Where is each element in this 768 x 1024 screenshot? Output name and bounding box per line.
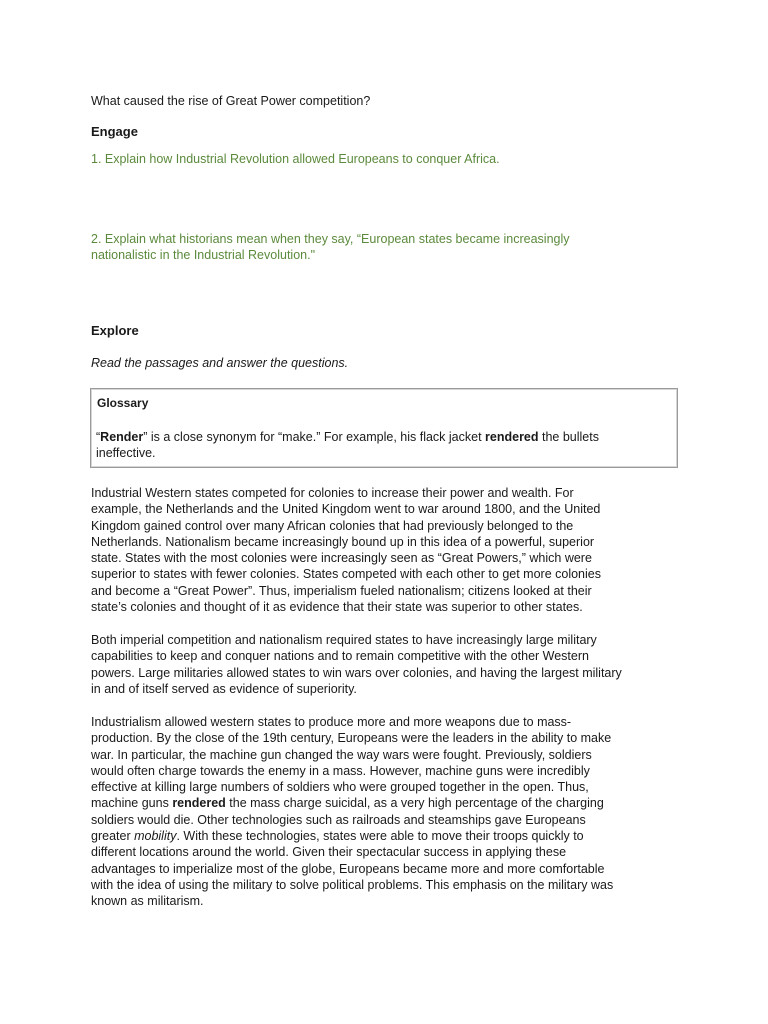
passage-line: production. By the close of the 19th century, Europeans were the leaders in the ability to make [91, 731, 612, 746]
main-question: What caused the rise of Great Power competition? [91, 94, 371, 108]
passage-militarism [91, 714, 691, 910]
passage-line: effective at killing large numbers of soldiers who were grouped together in the open. Thus, [91, 780, 589, 795]
passage-line [91, 828, 691, 844]
passage-line: known as militarism. [91, 894, 204, 909]
glossary-term: Render [100, 430, 144, 444]
engage-question-2-line: 2. Explain what historians mean when they say, “European states became increasingly [91, 232, 570, 246]
engage-question-1: 1. Explain how Industrial Revolution allowed Europeans to conquer Africa. [91, 152, 500, 166]
passage-line: Netherlands. Nationalism became increasingly bound up in this idea of a powerful, superior [91, 534, 595, 549]
passage-line: would often charge towards the enemy in a mass. However, machine guns were incredibly [91, 763, 590, 778]
passage-line: example, the Netherlands and the United Kingdom went to war around 1800, and the United [91, 502, 601, 517]
engage-question-2 [91, 231, 570, 263]
explore-instructions: Read the passages and answer the questions. [91, 356, 349, 370]
passage-line: capabilities to keep and conquer nations and to remain competitive with the other Western [91, 649, 589, 664]
passage-line: Kingdom gained control over many African colonies that had previously belonged to the [91, 518, 574, 533]
passage-line: war. In particular, the machine gun changed the way wars were fought. Previously, soldiers [91, 747, 592, 762]
passage-line: different locations around the world. Given their spectacular success in applying these [91, 845, 567, 860]
passage-bold-term: rendered [172, 796, 226, 811]
passage-line [91, 795, 691, 811]
passage-line: in and of itself served as evidence of superiority. [91, 681, 357, 696]
passage-colonies [91, 485, 691, 615]
glossary-title: Glossary [97, 396, 149, 410]
passage-line: Both imperial competition and nationalism required states to have increasingly large military [91, 633, 597, 647]
glossary-box [90, 388, 678, 468]
passage-military [91, 632, 691, 697]
passage-line: Industrialism allowed western states to produce more and more weapons due to mass- [91, 715, 572, 729]
passage-italic-term: mobility [134, 829, 177, 844]
passage-line: superior to states with fewer colonies. States competed with each other to get more colonies [91, 567, 601, 582]
passage-line: state’s colonies and thought of it as evidence that their state was superior to other states. [91, 600, 583, 615]
passage-line: soldiers would die. Other technologies such as railroads and steamships gave Europeans [91, 812, 586, 827]
passage-line: advantages to imperialize most of the globe, Europeans became more and more comfortable [91, 861, 605, 876]
passage-text: the mass charge suicidal, as a very high percentage of the charging [225, 796, 604, 811]
passage-text: . With these technologies, states were able to move their troops quickly to [176, 829, 584, 844]
passage-text: greater [91, 829, 135, 844]
glossary-definition-line2: ineffective. [96, 446, 156, 460]
engage-question-2-line: nationalistic in the Industrial Revolution." [91, 248, 316, 262]
explore-heading: Explore [91, 323, 139, 338]
passage-line: state. States with the most colonies were increasingly seen as “Great Powers,” which were [91, 551, 592, 566]
glossary-definition [96, 429, 671, 461]
passage-line: powers. Large militaries allowed states to win wars over colonies, and having the largest military [91, 665, 622, 680]
passage-text: machine guns [91, 796, 173, 811]
passage-line: with the idea of using the military to solve political problems. This emphasis on the military was [91, 877, 614, 892]
glossary-definition-part1: ” is a close synonym for “make.” For example, his flack jacket [143, 430, 486, 444]
glossary-open-quote: “ [96, 430, 101, 444]
passage-line: Industrial Western states competed for colonies to increase their power and wealth. For [91, 486, 574, 500]
glossary-definition-part2: the bullets [538, 430, 599, 444]
passage-line: and become a “Great Power”. Thus, imperialism fueled nationalism; citizens looked at their [91, 583, 592, 598]
engage-heading: Engage [91, 124, 138, 139]
glossary-term-example: rendered [485, 430, 539, 444]
